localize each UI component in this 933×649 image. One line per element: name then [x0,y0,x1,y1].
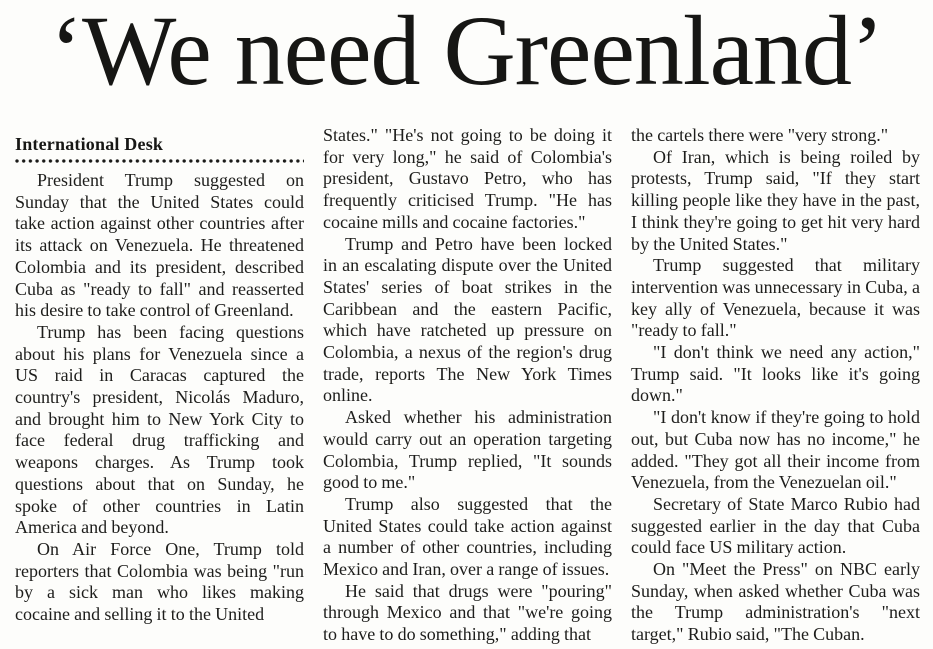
paragraph: Trump suggested that military intervention was unnecessary in Cuba, a key ally of Venezuela, because it was "ready to fall." [631,255,920,341]
paragraph: Secretary of State Marco Rubio had suggested earlier in the day that Cuba could face US military action. [631,493,920,558]
paragraph: Trump also suggested that the United States could take action against a number of other countries, including Mexico and Iran, over a range of issues. [323,493,612,580]
paragraph: "I don't know if they're going to hold out, but Cuba now has no income," he added. "They got all their income from Venezuela, from the Venezuelan oil." [631,407,920,493]
article-body [0,122,933,646]
paragraph: Trump has been facing questions about his plans for Venezuela since a US raid in Caracas captured the country's president, Nicolás Maduro, and brought him to New York City to face federal drug trafficking and weapons charges. As Trump took questions about that on Sunday, he spoke of other countries in Latin America and beyond. [15,321,304,538]
article-headline: ‘We need Greenland’ [49,0,884,106]
column-3 [631,122,920,646]
paragraph-continuation: the cartels there were "very strong." [631,125,889,145]
paragraph: Trump and Petro have been locked in an escalating dispute over the United States' series of boat strikes in the Caribbean and the eastern Pacific, which have ratcheted up pressure on Colombia, a nexus of the region's drug trade, reports The New York Times online. [323,233,612,406]
paragraph: Asked whether his administration would carry out an operation targeting Colombia, Trump replied, "It sounds good to me." [323,407,612,493]
column-2 [323,122,612,646]
dotted-divider [15,159,304,163]
column-1 [15,122,304,646]
paragraph: Of Iran, which is being roiled by protests, Trump said, "If they start killing people like they have in the past, I think they're going to get hit very hard by the United States." [631,146,920,254]
paragraph: On "Meet the Press" on NBC early Sunday, when asked whether Cuba was the Trump administration's "next target," Rubio said, "The Cuban. [631,559,920,645]
section-kicker: International Desk [15,134,164,154]
paragraph: He said that drugs were "pouring" through Mexico and that "we're going to have to do something," adding that [323,580,612,645]
paragraph: "I don't think we need any action," Trump said. "It looks like it's going down." [631,342,920,406]
paragraph-continuation: States." "He's not going to be doing it for very long," he said of Colombia's president, Gustavo Petro, who has frequently criticised Trump. "He has cocaine mills and cocaine factories." [323,125,612,232]
paragraph: President Trump suggested on Sunday that the United States could take action against other countries after its attack on Venezuela. He threatened Colombia and its president, described Cuba as "ready to fall" and reasserted his desire to take control of Greenland. [15,170,304,321]
paragraph: On Air Force One, Trump told reporters that Colombia was being "run by a sick man who likes making cocaine and selling it to the United [15,538,304,625]
